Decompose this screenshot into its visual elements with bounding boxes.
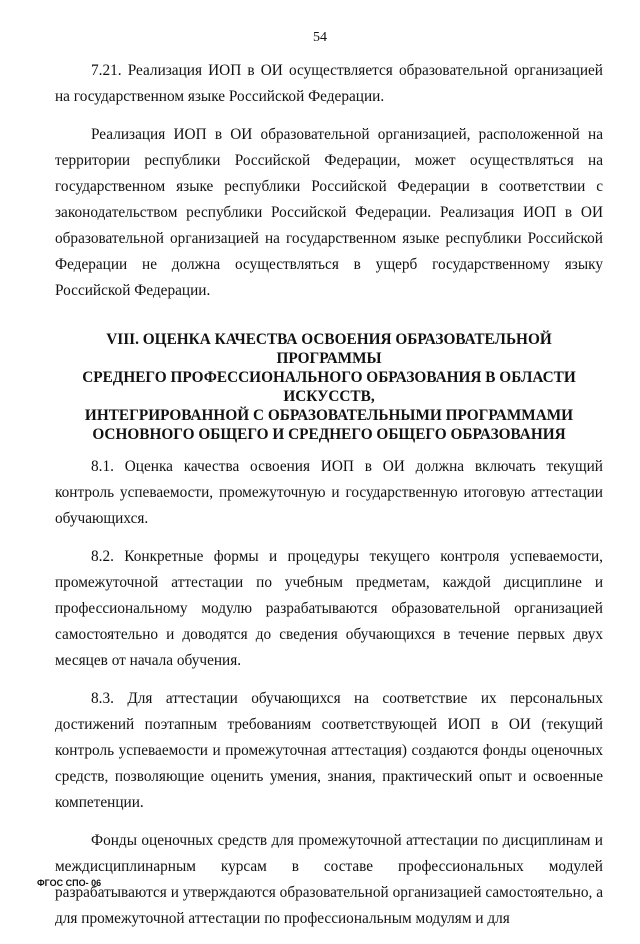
paragraph-8-3: 8.3. Для аттестации обучающихся на соответствие их персональных достижений поэтапным требованиям соответствующей ИОП в ОИ (текущий контроль успеваемости и промежуточная аттестация) создаются фонды оценочных средств, позволяющие оценить умения, знания, практический опыт и освоенные компетенции.: [55, 690, 603, 811]
section-heading-line: ИНТЕГРИРОВАННОЙ С ОБРАЗОВАТЕЛЬНЫМИ ПРОГРАММАМИ: [84, 407, 574, 424]
footer-label: ФГОС СПО- 06: [37, 878, 102, 888]
paragraph-assessment-funds: Фонды оценочных средств для промежуточной аттестации по дисциплинам и междисциплинарным курсам в составе профессиональных модулей разрабатываются и утверждаются образовательной организацией самостоятельно, а для промежуточной аттестации по профессиональным модулям и для: [55, 832, 603, 927]
paragraph-8-1: 8.1. Оценка качества освоения ИОП в ОИ должна включать текущий контроль успеваемости, промежуточную и государственную итоговую аттестации обучающихся.: [55, 458, 603, 527]
paragraph-7-21: 7.21. Реализация ИОП в ОИ осуществляется образовательной организацией на государственном языке Российской Федерации.: [55, 62, 603, 105]
paragraph-language-republic: Реализация ИОП в ОИ образовательной организацией, расположенной на территории республики Российской Федерации, может осуществляться на государственном языке республики Российской Федерации в соответствии с законодательством республики Российской Федерации. Реализация ИОП в ОИ образовательной организацией на государственном языке республики Российской Федерации не должна осуществляться в ущерб государственному языку Российской Федерации.: [55, 126, 603, 299]
page-number: 54: [313, 30, 327, 45]
section-heading-line: СРЕДНЕГО ПРОФЕССИОНАЛЬНОГО ОБРАЗОВАНИЯ В ОБЛАСТИ ИСКУССТВ,: [82, 369, 576, 405]
document-body: [55, 58, 603, 944]
paragraph-8-2: 8.2. Конкретные формы и процедуры текущего контроля успеваемости, промежуточной аттестации по учебным предметам, каждой дисциплине и профессиональному модулю разрабатываются образовательной организацией самостоятельно и доводятся до сведения обучающихся в течение первых двух месяцев от начала обучения.: [55, 548, 603, 669]
section-heading-line: VIII. ОЦЕНКА КАЧЕСТВА ОСВОЕНИЯ ОБРАЗОВАТЕЛЬНОЙ ПРОГРАММЫ: [106, 331, 552, 367]
section-heading-viii: [55, 330, 603, 444]
section-heading-line: ОСНОВНОГО ОБЩЕГО И СРЕДНЕГО ОБЩЕГО ОБРАЗОВАНИЯ: [92, 426, 566, 443]
